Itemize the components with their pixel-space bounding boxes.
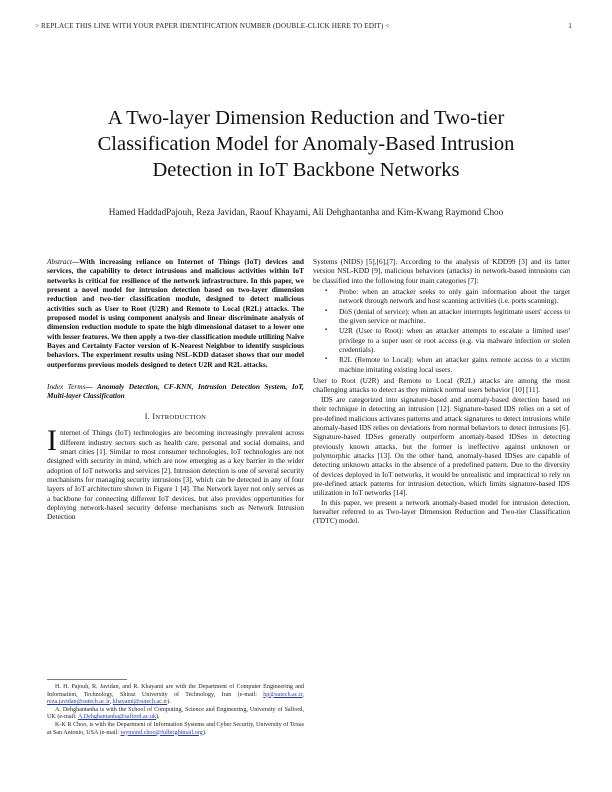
section-title-rest: NTRODUCTION (155, 413, 207, 421)
intro-text: nternet of Things (IoT) technologies are becoming increasingly prevalent across different industry sectors such as health care, personal and social domains, and smart cities [1]. Similar to most consumer technologies, IoT technologies are not designed with security in mind, which are now emerging as a key barrier in the wider adoption of IoT networks and services [2]. Intrusion detection is one of several security mechanisms for managing security intrusions [3], which can be detected in any of four layers of IoT architecture shown in Figure 1 [4]. The Network layer not only serves as a backbone for connecting different IoT devices, but also provides opportunities for deploying network-based security defense mechanisms such as Network Intrusion Detection (47, 428, 304, 522)
list-item (325, 326, 570, 355)
index-terms-lead: Index Terms (47, 382, 86, 392)
running-header (35, 22, 572, 30)
page-number: 1 (568, 22, 572, 30)
footnote-text: A. Dehghantanha is with the School of Computing, Science and Engineering, University of Salford, UK (e-mail: (47, 706, 304, 721)
running-head-text: > REPLACE THIS LINE WITH YOUR PAPER IDENTIFICATION NUMBER (DOUBLE-CLICK HERE TO EDIT) < (35, 22, 390, 30)
right-paragraph-4: In this paper, we present a network anomaly-based model for intrusion detection, hereafter referred to as Two-layer Dimension Reduction and Two-tier Classification (TDTC) model. (313, 497, 570, 526)
right-paragraph-2: User to Root (U2R) and Remote to Local (R2L) attacks are among the most challenging attacks to detect as they mimick normal users behavior [10] [11]. (313, 376, 570, 395)
footnote-affiliation-3 (47, 722, 304, 737)
list-item (325, 355, 570, 374)
footnote-rule (47, 679, 127, 680)
right-paragraph-1: Systems (NIDS) [5],[6],[7]. According to the analysis of KDD99 [3] and its latter version NSL-KDD [9], malicious behaviors (attacks) in network-based intrusions can be classified into the following four main categories [7]: (313, 257, 570, 285)
list-item-text: R2L (Remote to Local): when an attacker gains remote access to a victim machine imitating existing local users. (339, 355, 570, 374)
abstract-lead: Abstract (47, 257, 72, 266)
email-link[interactable]: hp@sutech.ac.ir (263, 691, 303, 698)
drop-cap: I (47, 424, 57, 458)
section-title-first: I (152, 411, 156, 421)
footnote-text: K-K R Choo, is with the Department of Information Systems and Cyber Security, University of Texas at San Antonio, USA (e-mail: (47, 721, 304, 736)
abstract-text: —With increasing reliance on Internet of Things (IoT) devices and services, the capability to detect intrusions and malicious activities within IoT networks is critical for resilience of the network infrastructure. In this paper, we present a novel model for intrusion detection based on two-layer dimension reduction and two-tier classification module, designed to detect malicious activities such as User to Root (U2R) and Remote to Local (R2L) attacks. The proposed model is using component analysis and linear discriminate analysis of dimension reduction module to spate the high dimensional dataset to a lower one with lesser features. We then apply a two-tier classification module utilizing Naïve Bayes and Certainty Factor version of K-Nearest Neighbor to identify suspicious behaviors. The experiment results using NSL-KDD dataset shows that our model outperforms previous models designed to detect U2R and R2L attacks. (47, 257, 304, 369)
email-link[interactable]: raymond.choo@fulbrightmail.org (120, 729, 203, 736)
footnote-end: ). (202, 729, 207, 736)
list-item (325, 287, 570, 306)
bullet-icon: ▪ (325, 288, 328, 295)
list-item-text: Probe: when an attacker seeks to only gain information about the target network through network and host scanning activities (i.e. ports scanning). (339, 287, 570, 306)
footnote-sep: , (109, 699, 113, 706)
email-link[interactable]: reza.javidan@sutech.ac.ir (47, 699, 110, 706)
footnote-text: H. H. Pajouh, R. Javidan, and R. Khayami are with the Department of Computer Engineering and Information, Technology, Shiraz University of Technology, Iran (e-mail: (47, 684, 304, 698)
right-paragraph-3: IDS are categorized into signature-based and anomaly-based detection based on their technique in detecting an intrusion [12]. Signature-based IDS relies on a set of pre-defined malicious activates patterns and attack signatures to detect intrusions while anomaly-based IDS relies on deviations from normal behaviors to detect intrusions [6]. Signature-based IDSes generally outperform anomaly-based IDSes in detecting previously known attacks, but the former is ineffective against unknown or polymorphic attacks [13]. On the other hand, anomaly-based IDSes are capable of detecting unknown attacks in the absence of a predefined pattern. Due to the diversity of devices deployed in IoT networks, it would be unrealistic and impractical to rely on pre-defined attack patterns for intrusion detection, which limits signature-based IDS utilization in IoT networks [14]. (313, 394, 570, 498)
footnote-sep: , (302, 691, 304, 698)
footnote-end: ). (156, 714, 160, 721)
section-heading-introduction (47, 412, 304, 422)
author-list: Hamed HaddadPajouh, Reza Javidan, Raouf Khayami, Ali Dehghantanha and Kim-Kwang Raymond Choo (108, 207, 504, 217)
bullet-icon: ▪ (325, 307, 328, 314)
bullet-icon: ▪ (325, 356, 328, 363)
intro-paragraph (47, 424, 304, 522)
index-terms (47, 382, 304, 401)
author-footnotes (47, 679, 304, 737)
footnote-end: ). (167, 699, 171, 706)
footnote-affiliation-2 (47, 707, 304, 722)
email-link[interactable]: khayami@sutech.ac.ir (112, 699, 168, 706)
attack-category-list (313, 287, 570, 374)
list-item-text: DoS (denial of service): when an attacker interrupts legitimate users' access to the given service or machine. (339, 306, 570, 326)
right-column (313, 257, 570, 526)
list-item (325, 306, 570, 326)
section-numeral: I. (144, 411, 151, 421)
left-column (47, 257, 304, 522)
list-item-text: U2R (User to Root): when an attacker attempts to escalate a limited user' privilege to a super user or root access (e.g. via malware infection or stolen credentials). (339, 326, 570, 355)
bullet-icon: ▪ (325, 327, 328, 334)
email-link[interactable]: A.Dehghantanha@salford.ac.uk (77, 714, 157, 721)
footnote-affiliation-1 (47, 684, 304, 707)
paper-title: A Two-layer Dimension Reduction and Two-tier Classification Model for Anomaly-Based Intrusion Detection in IoT Backbone Networks (97, 107, 515, 181)
abstract (47, 257, 304, 369)
index-terms-text: — Anomaly Detection, CF-KNN, Intrusion Detection System, IoT, Multi-layer Classification (47, 382, 304, 401)
